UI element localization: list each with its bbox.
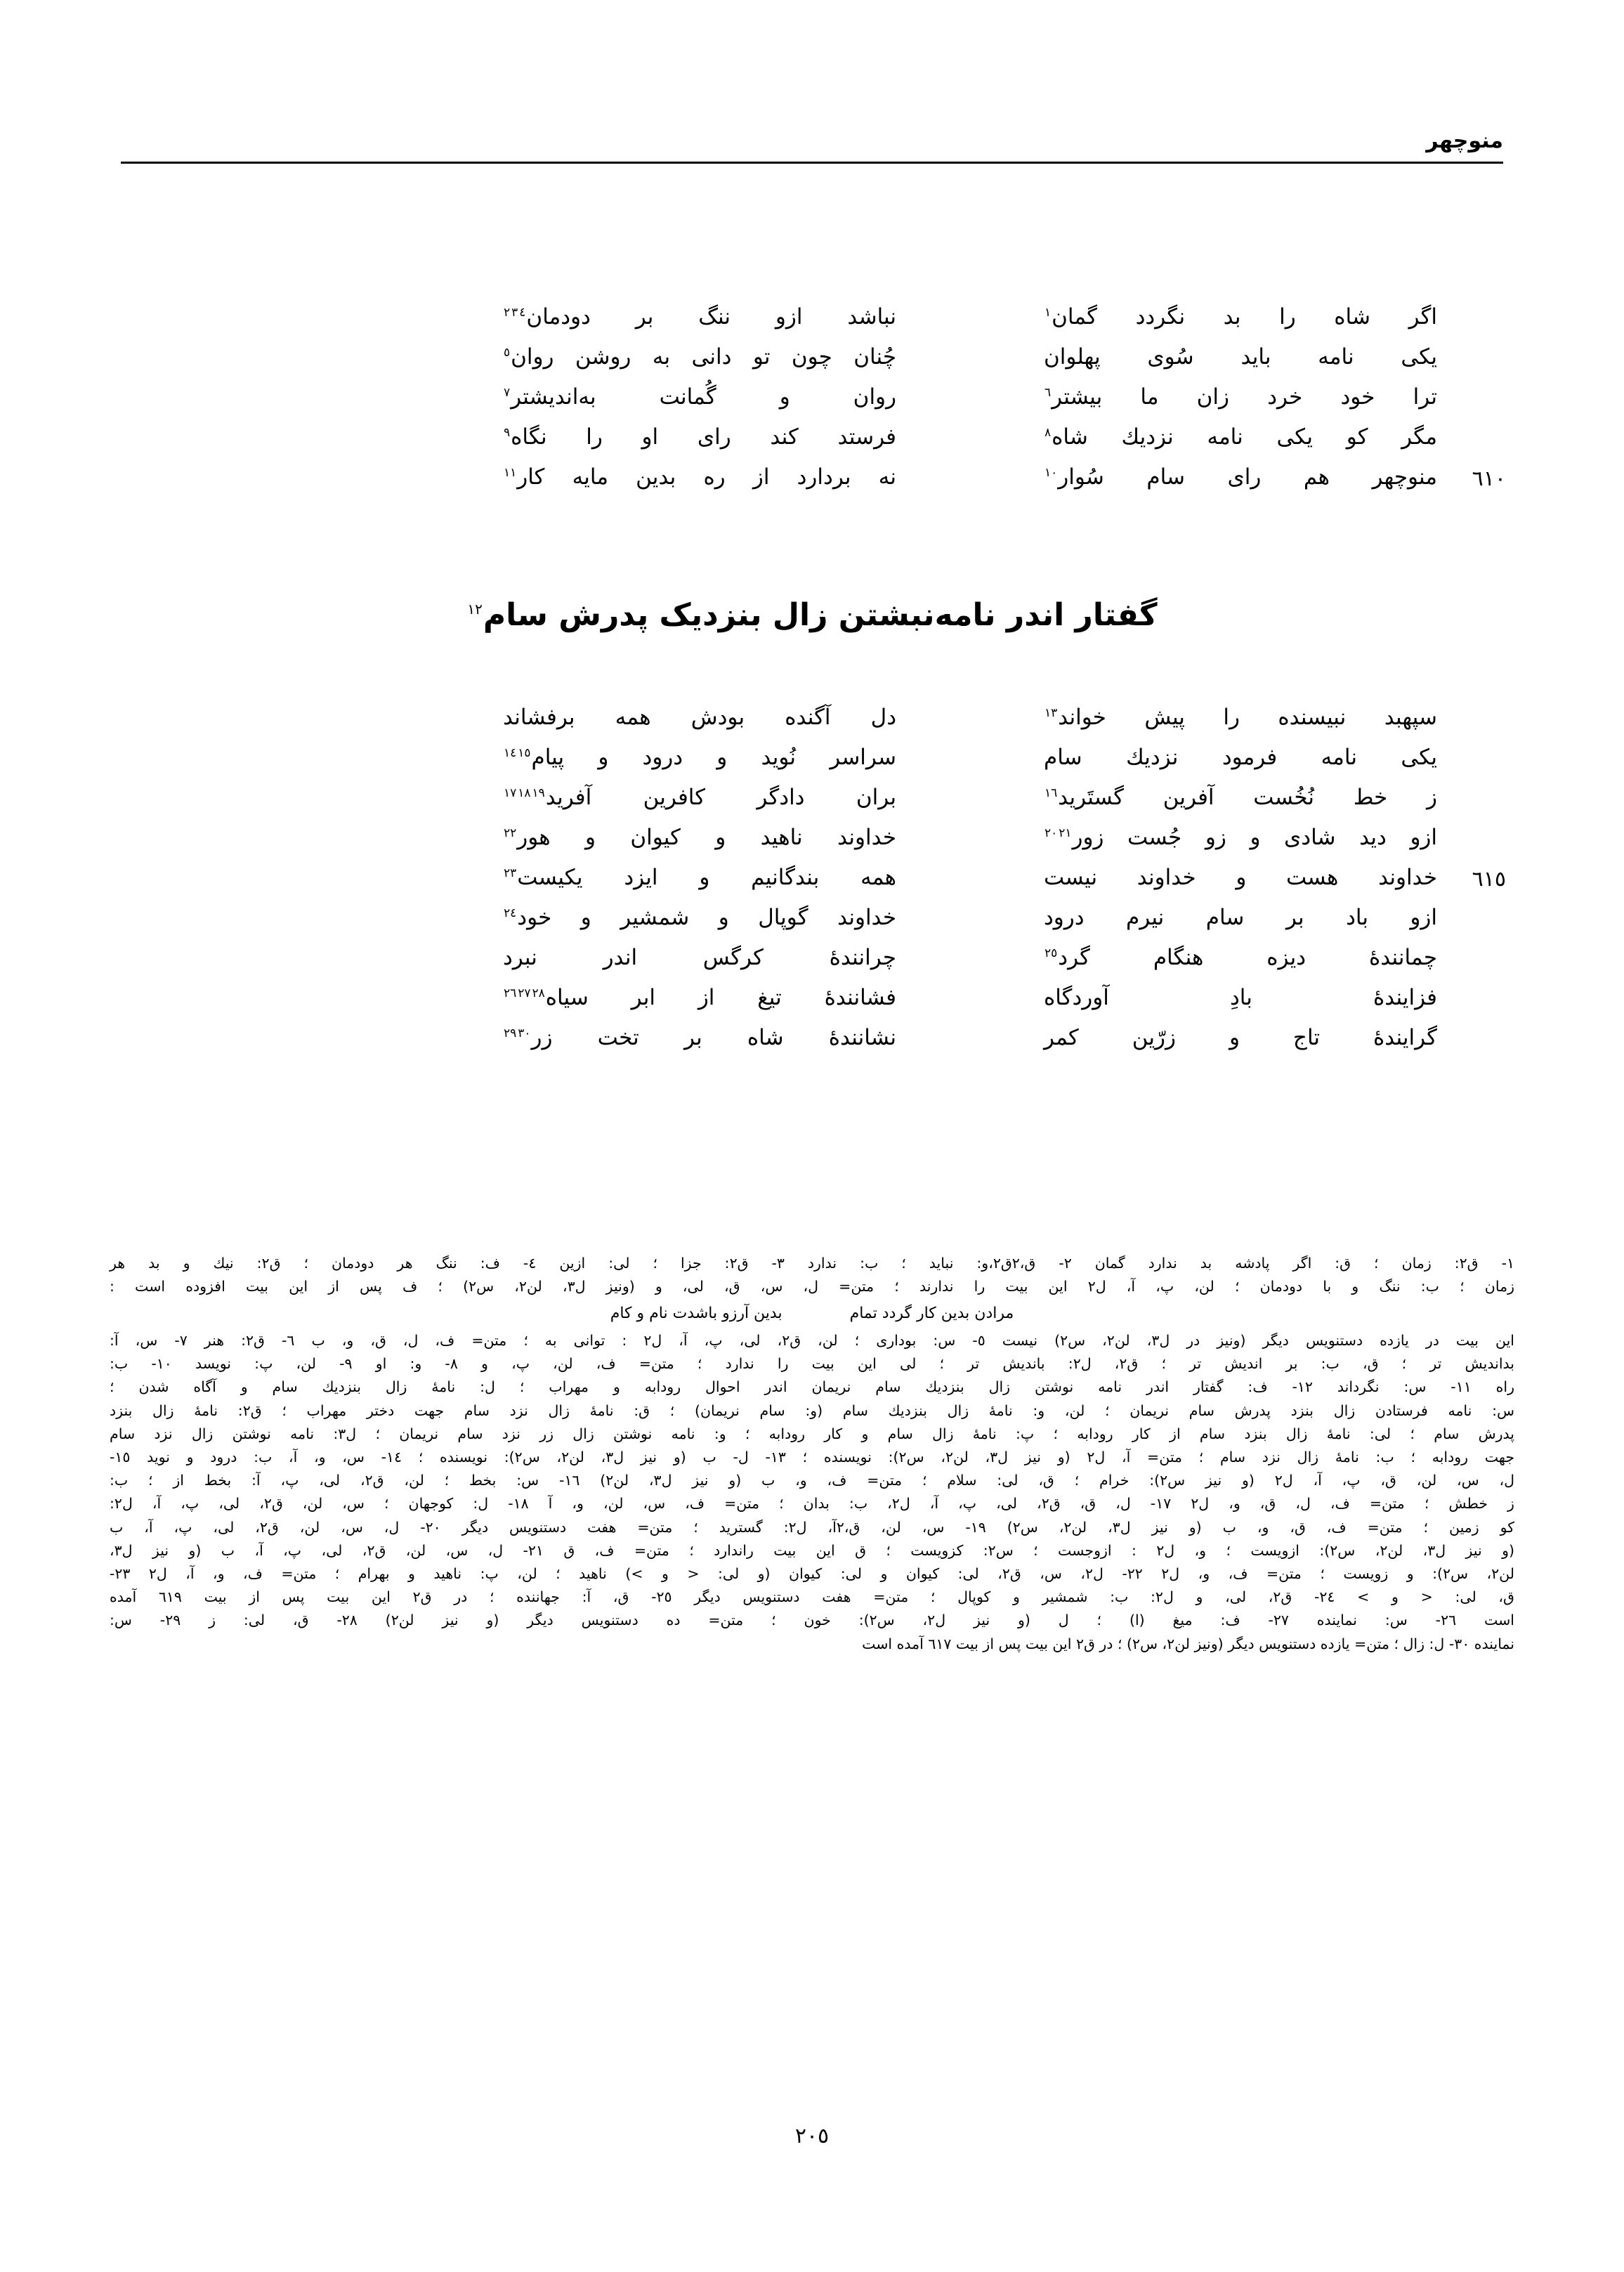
hemistich-right: اگر شاه را بد نگردد گمان$^١$ xyxy=(1045,304,1437,329)
hemistich-left: همه بندگانیم و ایزد یکیست$^{٢٣}$ xyxy=(504,865,896,890)
hemistich-right: ترا خود خرد زان ما بیشتر$^٦$ xyxy=(1045,384,1437,410)
footnote-marker: ١٨ xyxy=(518,785,531,800)
hemistich-left: دل آگنده بودش همه برفشاند xyxy=(503,705,896,730)
hemistich-left: چُنان چون تو دانی به روشن روان$^٥$ xyxy=(504,344,896,370)
hemistich-left: فشانندهٔ تیغ از ابر سیاه$^{٢٦}$ $^{٢٧}$ $^{٢٨}$ xyxy=(504,985,896,1010)
apparatus-line: جهت رودابه ؛ ب: نامهٔ زال نزد سام ؛ متن= آ، ل٢ (و نیز ل٣، لن٢، س٢): نویسنده ؛ ١٣- ل- ب (و نیز ل٣، لن٢، س٢): نویسنده ؛ ١٤- س، و، آ، ب: درود و نوید ١٥- xyxy=(110,1449,1515,1466)
footnote-marker: ٤ xyxy=(519,305,526,320)
verse-line xyxy=(121,783,1503,823)
hemistich-left: سراسر نُوید و درود و پیام$^{١٤}$ $^{١٥}$ xyxy=(504,745,896,770)
apparatus-line: بداندیش تر ؛ ق، ب: بر اندیش تر ؛ ق٢، ل٢: باندیش تر ؛ لی این بیت را ندارد ؛ متن= ف، لن، پ، و ٨- و: او ٩- لن، پ: نویسد ١٠- ب: xyxy=(110,1355,1514,1373)
apparatus-line: است ٢٦- س: نماینده ٢٧- ف: میغ (ا) ؛ ل (و نیز ل٢، س٢): خون ؛ متن= ده دستنویس دیگر (و نیز لن٢) ٢٨- ق، لی: ز ٢٩- س: xyxy=(110,1612,1514,1629)
hemistich-left: روان و گُمانت به‌اندیشتر$^٧$ xyxy=(504,384,896,410)
apparatus-line: نماینده ٣٠- ل: زال ؛ متن= یازده دستنویس دیگر (ونیز لن٢، س٢) ؛ در ق٢ این بیت پس از بیت ٦١٧ آمده است xyxy=(862,1635,1514,1652)
inset-hemistich-right: مرادن بدین کار گردد تمام xyxy=(849,1305,1014,1323)
section-heading-text: گفتار اندر نامه‌نبشتن زال بنزدیک پدرش سام xyxy=(483,597,1158,633)
apparatus-line: راه ١١- س: نگرداند ١٢- ف: گفتار اندر نامه نوشتن زال بنزدیك سام نریمان اندر احوال رودابه و مهراب ؛ ل: نامهٔ زال بنزدیك سام و آگاه شدن ؛ xyxy=(110,1378,1514,1396)
verse-line xyxy=(121,743,1503,783)
hemistich-left: نباشد ازو ننگ بر دودمان$^٢$ $^٣$ $^٤$ xyxy=(504,304,896,329)
apparatus-line: زمان ؛ ب: ننگ و با دودمان ؛ لن، پ، آ، ل٢ این بیت را ندارند ؛ متن= ل، س، ق، لی، و (ونیز ل٣، لن٢، س٢) ؛ ف پس از این بیت افزوده است : xyxy=(110,1278,1514,1295)
footnote-marker: ٦ xyxy=(1045,385,1052,400)
hemistich-left: نه بردارد از ره بدین مایه کار$^{١١}$ xyxy=(504,464,896,490)
footnote-marker: ٢٣ xyxy=(504,866,517,880)
footnote-marker: ١٠ xyxy=(1045,465,1058,480)
apparatus-line: ١- ق٢: زمان ؛ ق: اگر پادشه بد ندارد گمان ٢- ق،٢ق٢،و: نباید ؛ ب: ندارد ٣- ق٢: جزا ؛ لی: ازین ٤- ف: ننگ هر دودمان ؛ ق٢: نیك و بد هر xyxy=(110,1255,1514,1272)
footnote-marker: ١ xyxy=(1045,305,1052,320)
footnote-marker: ٩ xyxy=(504,425,511,440)
footnote-marker: ١٦ xyxy=(1045,785,1058,800)
apparatus-line: س: نامه فرستادن زال بنزد پدرش سام نریمان ؛ لن، و: نامهٔ زال بنزدیك سام (و: سام نریمان) ؛ ق: نامهٔ زال نزد سام جهت دختر مهراب ؛ ق٢: نامهٔ زال بنزد xyxy=(110,1402,1514,1419)
footnote-marker: ٢١ xyxy=(1059,825,1072,840)
footnote-marker: ١٤ xyxy=(504,745,517,760)
footnote-marker: ٢٠ xyxy=(1045,825,1058,840)
footnote-marker: ٢٢ xyxy=(504,825,517,840)
apparatus-line: ز خطش ؛ متن= ف، ل، ق، و، ل٢ ١٧- ل، ق، ق٢، لی، پ، آ، ل٢، ب: بدان ؛ متن= ف، س، لن، و، آ ١٨- ل: کوجهان ؛ س، لن، ق٢، لی، پ، آ، ل٢: xyxy=(110,1495,1514,1513)
apparatus-line: (و نیز ل٣، لن٢، س٢): ازویست ؛ و، ل٢ : ازوجست ؛ س٢: کزویست ؛ ق این بیت راندارد ؛ متن= ف، ق ٢١- ل، س، لن، ق٢، لی، پ، آ، ب (و نیز ل٣، xyxy=(110,1541,1514,1559)
verse-block-lower xyxy=(121,703,1506,1063)
footnote-marker: ١٧ xyxy=(504,785,517,800)
apparatus-line: ل، س، لن، ق، پ، آ، ل٢ (و نیز س٢): خرام ؛ ق، لی: سلام ؛ متن= ف، و، ب (و نیز ل٣، لن٢) ١٦- س: بخط ؛ لن، ق٢، لی، پ، آ: بخط از ؛ ب: xyxy=(110,1472,1514,1489)
inset-hemistich-left: بدین آرزو باشدت نام و کام xyxy=(610,1305,782,1323)
footnote-marker: ٣٠ xyxy=(518,1026,531,1040)
verse-line xyxy=(121,1023,1503,1063)
hemistich-left: چرانندهٔ کرگس اندر نبرد xyxy=(503,945,896,970)
section-heading-footnote-marker: ١٢ xyxy=(467,601,483,618)
apparatus-line: ق، لی: < و > ٢٤- ق٢، لی، و ل٢: ب: شمشیر و کوپال ؛ متن= هفت دستنویس دیگر ٢٥- ق، آ: جهاننده ؛ در ق٢ این بیت پس از بیت ٦١٩ آمده xyxy=(110,1588,1514,1606)
footnote-marker: ١١ xyxy=(504,465,517,480)
hemistich-left: بران دادگر کافرین آفرید$^{١٧}$ $^{١٨}$ $^{١٩}$ xyxy=(504,785,896,810)
footnote-marker: ١٣ xyxy=(1045,705,1058,720)
verse-line xyxy=(121,462,1506,502)
apparatus-line: این بیت در یازده دستنویس دیگر (ونیز در ل٣، لن٢، س٢) نیست ٥- س: بوداری ؛ لن، ق٢، لی، پ، آ، ل٢ : توانی به ؛ متن= ف، ل، ق، و، ب ٦- ق٢: هنر ٧- س، آ: xyxy=(110,1332,1514,1350)
hemistich-right: مگر کو یکی نامه نزدیك شاه$^٨$ xyxy=(1045,424,1437,450)
verse-line xyxy=(121,823,1503,863)
footnote-marker: ١٩ xyxy=(532,785,545,800)
footnote-marker: ٧ xyxy=(504,385,511,400)
footnote-marker: ٢٦ xyxy=(504,986,517,1000)
hemistich-left: نشانندهٔ شاه بر تخت زر$^{٢٩}$ $^{٣٠}$ xyxy=(504,1025,896,1050)
footnote-marker: ٢٩ xyxy=(504,1026,517,1040)
running-head xyxy=(121,131,1503,164)
footnote-marker: ٢٧ xyxy=(518,986,531,1000)
hemistich-right: ازو دید شادی و زو جُست زور$^{٢٠}$ $^{٢١}$ xyxy=(1045,825,1437,850)
hemistich-left: خداوند گوپال و شمشیر و خود$^{٢٤}$ xyxy=(504,905,896,930)
verse-line xyxy=(121,302,1503,342)
header-divider xyxy=(121,162,1503,164)
hemistich-right: منوچهر هم رای سام سُوار$^{١٠}$ xyxy=(1045,464,1437,490)
section-heading xyxy=(121,599,1503,632)
footnote-marker: ٢٥ xyxy=(1045,946,1058,960)
verse-line xyxy=(121,342,1503,382)
hemistich-right: یکی نامه باید سُوی پهلوان xyxy=(1044,344,1437,370)
verse-number: ٦١٥ xyxy=(1472,867,1506,892)
verse-line xyxy=(121,903,1503,943)
footnote-marker: ١٥ xyxy=(518,745,531,760)
footnote-marker: ٨ xyxy=(1045,425,1052,440)
verse-block-upper xyxy=(121,302,1506,502)
footnote-marker: ٣ xyxy=(511,305,518,320)
footnote-marker: ٢٨ xyxy=(532,986,545,1000)
hemistich-right: ازو باد بر سام نیرم درود xyxy=(1044,905,1437,930)
verse-line xyxy=(121,983,1503,1023)
apparatus-line: لن٢، س٢): و زویست ؛ متن= ف، و، ل٢ ٢٢- ل٢، س، ق٢، لی: کیوان و لی: کیوان (و لی: < و >) ناهید ؛ لن، پ: ناهید و بهرام ؛ متن= ف، و، آ، ل٢ ٢٣- xyxy=(110,1565,1514,1583)
critical-apparatus xyxy=(110,1252,1514,1656)
hemistich-right: گرایندهٔ تاج و زرّین کمر xyxy=(1044,1025,1437,1050)
hemistich-right: چمانندهٔ دیزه هنگام گرد$^{٢٥}$ xyxy=(1045,945,1437,970)
verse-line xyxy=(121,382,1503,422)
apparatus-line: پدرش سام ؛ لی: نامهٔ زال بنزد سام از کار رودابه ؛ پ: نامهٔ زال سام و کار رودابه ؛ و: نامه نوشتن زال زر نزد سام نریمان ؛ ل٣: نامه نوشتن زال نزد سام xyxy=(110,1425,1514,1442)
hemistich-right: فزایندهٔ بادِ آوردگاه xyxy=(1044,985,1437,1010)
footnote-marker: ٥ xyxy=(504,345,511,360)
hemistich-right: یکی نامه فرمود نزدیك سام xyxy=(1044,745,1437,770)
hemistich-right: سپهبد نبیسنده را پیش خواند$^{١٣}$ xyxy=(1045,705,1437,730)
apparatus-line: کو زمین ؛ متن= ف، ق، و، ب (و نیز ل٣، لن٢، س٢) ١٩- س، لن، ق،٢آ، ل٢: گسترید ؛ متن= هفت دستنویس دیگر ٢٠- ل، س، لن، ق٢، لی، پ، آ، ب xyxy=(110,1518,1514,1536)
verse-line xyxy=(121,943,1503,983)
verse-line xyxy=(121,863,1506,903)
running-head-title: منوچهر xyxy=(1426,129,1503,153)
verse-number: ٦١٠ xyxy=(1472,466,1506,491)
hemistich-left: خداوند ناهید و کیوان و هور$^{٢٢}$ xyxy=(504,825,896,850)
footnote-marker: ٢ xyxy=(504,305,511,320)
page-number: ٢٠٥ xyxy=(794,2124,830,2148)
apparatus-inset-verse xyxy=(110,1301,1514,1326)
verse-line xyxy=(121,703,1503,743)
footnote-marker: ٢٤ xyxy=(504,906,517,920)
hemistich-right: ز خط نُخُست آفرین گستَرید$^{١٦}$ xyxy=(1045,785,1437,810)
verse-line xyxy=(121,422,1503,462)
hemistich-left: فرستد کند رای او را نگاه$^٩$ xyxy=(504,424,896,450)
hemistich-right: خداوند هست و خداوند نیست xyxy=(1044,865,1437,890)
